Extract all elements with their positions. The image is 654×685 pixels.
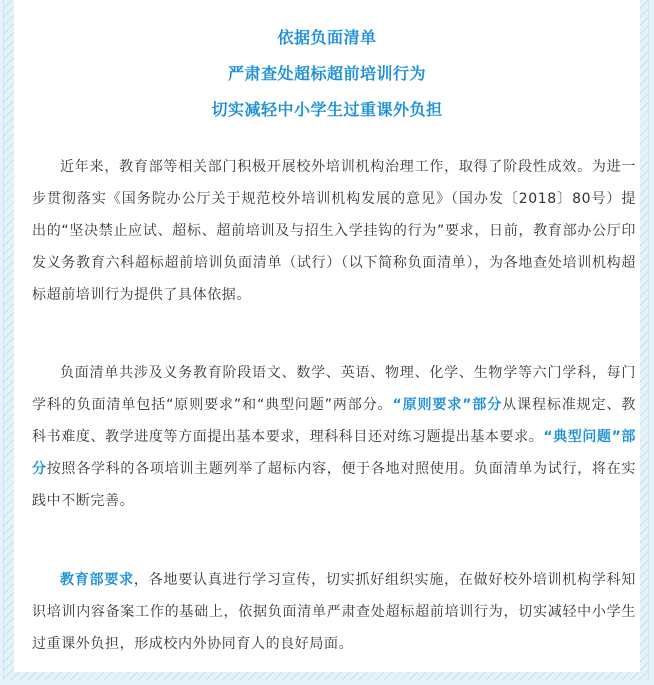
paragraph-negative-list-scope bbox=[32, 357, 636, 517]
article-frame bbox=[3, 0, 649, 680]
paragraph-background bbox=[32, 151, 636, 311]
heading-line-3: 切实减轻中小学生过重课外负担 bbox=[211, 100, 443, 119]
paragraph-ministry-requirements bbox=[32, 564, 636, 660]
paragraph-scope-text-1: 负面清单共涉及义务教育阶段语文、数学、英语、物理、化学、生物学等六门学科，每门学科的负面清单包括“原则要求”和“典型问题”两部分。 bbox=[32, 365, 636, 413]
paragraph-background-text: 近年来，教育部等相关部门积极开展校外培训机构治理工作，取得了阶段性成效。为进一步贯彻落实《国务院办公厅关于规范校外培训机构发展的意见》（国办发〔2018〕80号）提出的“坚决禁止应试、超标、超前培训及与招生入学挂钩的行为”要求，日前，教育部办公厅印发义务教育六科超标超前培训负面清单（试行）（以下简称负面清单），为各地查处培训机构超标超前培训行为提供了具体依据。 bbox=[32, 159, 636, 303]
paragraph-requirements-text: ，各地要认真进行学习宣传，切实抓好组织实施，在做好校外培训机构学科知识培训内容备案工作的基础上，依据负面清单严肃查处超标超前培训行为，切实减轻中小学生过重课外负担，形成校内外协同育人的良好局面。 bbox=[32, 572, 636, 652]
paragraph-scope-text-2: 从课程标准规定、教科书难度、教学进度等方面提出基本要求，理科科目还对练习题提出基本要求。 bbox=[32, 397, 636, 445]
paragraph-scope-text-3: 按照各学科的各项培训主题列举了超标内容，便于各地对照使用。负面清单为试行，将在实践中不断完善。 bbox=[32, 461, 637, 509]
highlight-typical-problems: “典型问题”部分 bbox=[32, 429, 637, 477]
highlight-ministry-requirement: 教育部要求 bbox=[60, 572, 134, 588]
article-panel bbox=[14, 0, 640, 672]
highlight-principle-requirements: “原则要求”部分 bbox=[392, 397, 503, 413]
heading-line-1: 依据负面清单 bbox=[277, 28, 377, 47]
heading-line-2: 严肃查处超标超前培训行为 bbox=[227, 64, 426, 83]
article-headings bbox=[14, 0, 640, 128]
